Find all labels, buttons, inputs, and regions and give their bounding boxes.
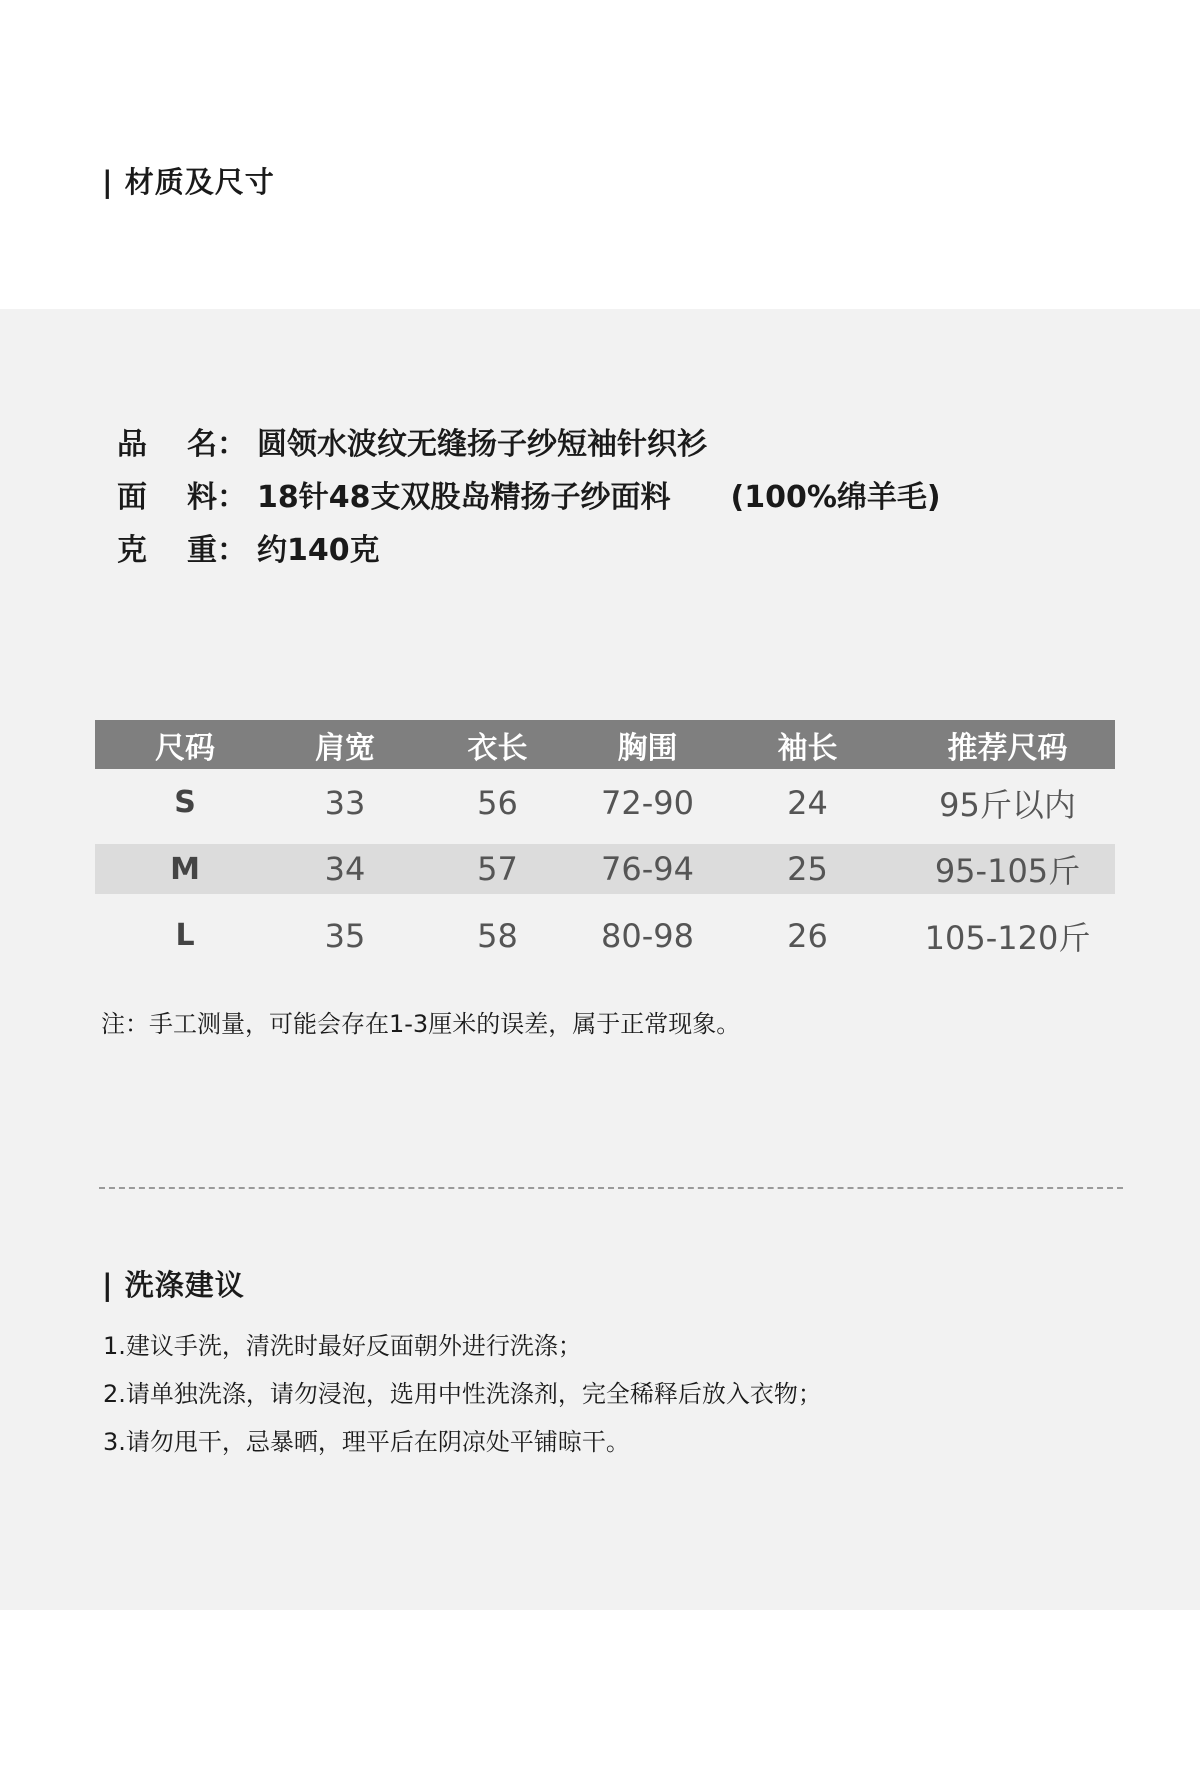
cell-size: S <box>174 785 196 820</box>
table-row <box>95 902 1115 969</box>
cell-chest: 72-90 <box>601 783 694 822</box>
table-row <box>95 844 1115 894</box>
cell-recommended: 95-105斤 <box>934 852 1081 890</box>
header-recommended: 推荐尺码 <box>947 730 1068 766</box>
cell-sleeve: 26 <box>787 916 828 955</box>
materials-size-title: | 材质及尺寸 <box>102 165 275 199</box>
size-table-header <box>95 720 1115 769</box>
weight-label: 克 重： <box>117 533 247 568</box>
washing-item: 2.请单独洗涤，请勿浸泡，选用中性洗涤剂，完全稀释后放入衣物； <box>103 1380 822 1408</box>
table-row <box>95 769 1115 836</box>
cell-shoulder: 34 <box>324 850 366 888</box>
weight-row <box>117 525 380 569</box>
fabric-value: 18针48支双股岛精扬子纱面料 <box>257 480 671 515</box>
fabric-row <box>117 472 941 516</box>
cell-length: 58 <box>477 916 518 955</box>
fabric-composition: (100%绵羊毛) <box>730 480 941 515</box>
cell-recommended: 105-120斤 <box>924 918 1091 957</box>
washing-title: | 洗涤建议 <box>102 1268 245 1302</box>
cell-shoulder: 35 <box>324 916 366 955</box>
measurement-note: 注：手工测量，可能会存在1-3厘米的误差，属于正常现象。 <box>101 1010 741 1038</box>
cell-size: L <box>175 918 195 953</box>
cell-length: 56 <box>477 783 518 822</box>
washing-item: 3.请勿甩干，忌暴晒，理平后在阴凉处平铺晾干。 <box>103 1428 630 1456</box>
header-size: 尺码 <box>155 730 215 766</box>
fabric-label: 面 料： <box>117 480 247 515</box>
cell-sleeve: 24 <box>787 783 828 822</box>
product-name-row <box>117 419 707 463</box>
weight-value: 约140克 <box>257 533 380 568</box>
washing-item: 1.建议手洗，清洗时最好反面朝外进行洗涤； <box>103 1332 582 1360</box>
product-name-label: 品 名： <box>117 427 247 462</box>
product-name-value: 圆领水波纹无缝扬子纱短袖针织衫 <box>257 427 707 462</box>
cell-sleeve: 25 <box>787 850 828 888</box>
header-length: 衣长 <box>467 730 528 766</box>
header-chest: 胸围 <box>617 730 678 766</box>
cell-recommended: 95斤以内 <box>939 785 1076 824</box>
cell-shoulder: 33 <box>324 783 366 822</box>
header-shoulder: 肩宽 <box>315 730 375 766</box>
dashed-divider <box>99 1187 1123 1189</box>
size-table <box>95 720 1115 969</box>
header-sleeve: 袖长 <box>777 730 838 766</box>
cell-length: 57 <box>477 850 518 888</box>
cell-chest: 80-98 <box>601 916 694 955</box>
cell-size: M <box>170 851 200 887</box>
cell-chest: 76-94 <box>601 850 694 888</box>
